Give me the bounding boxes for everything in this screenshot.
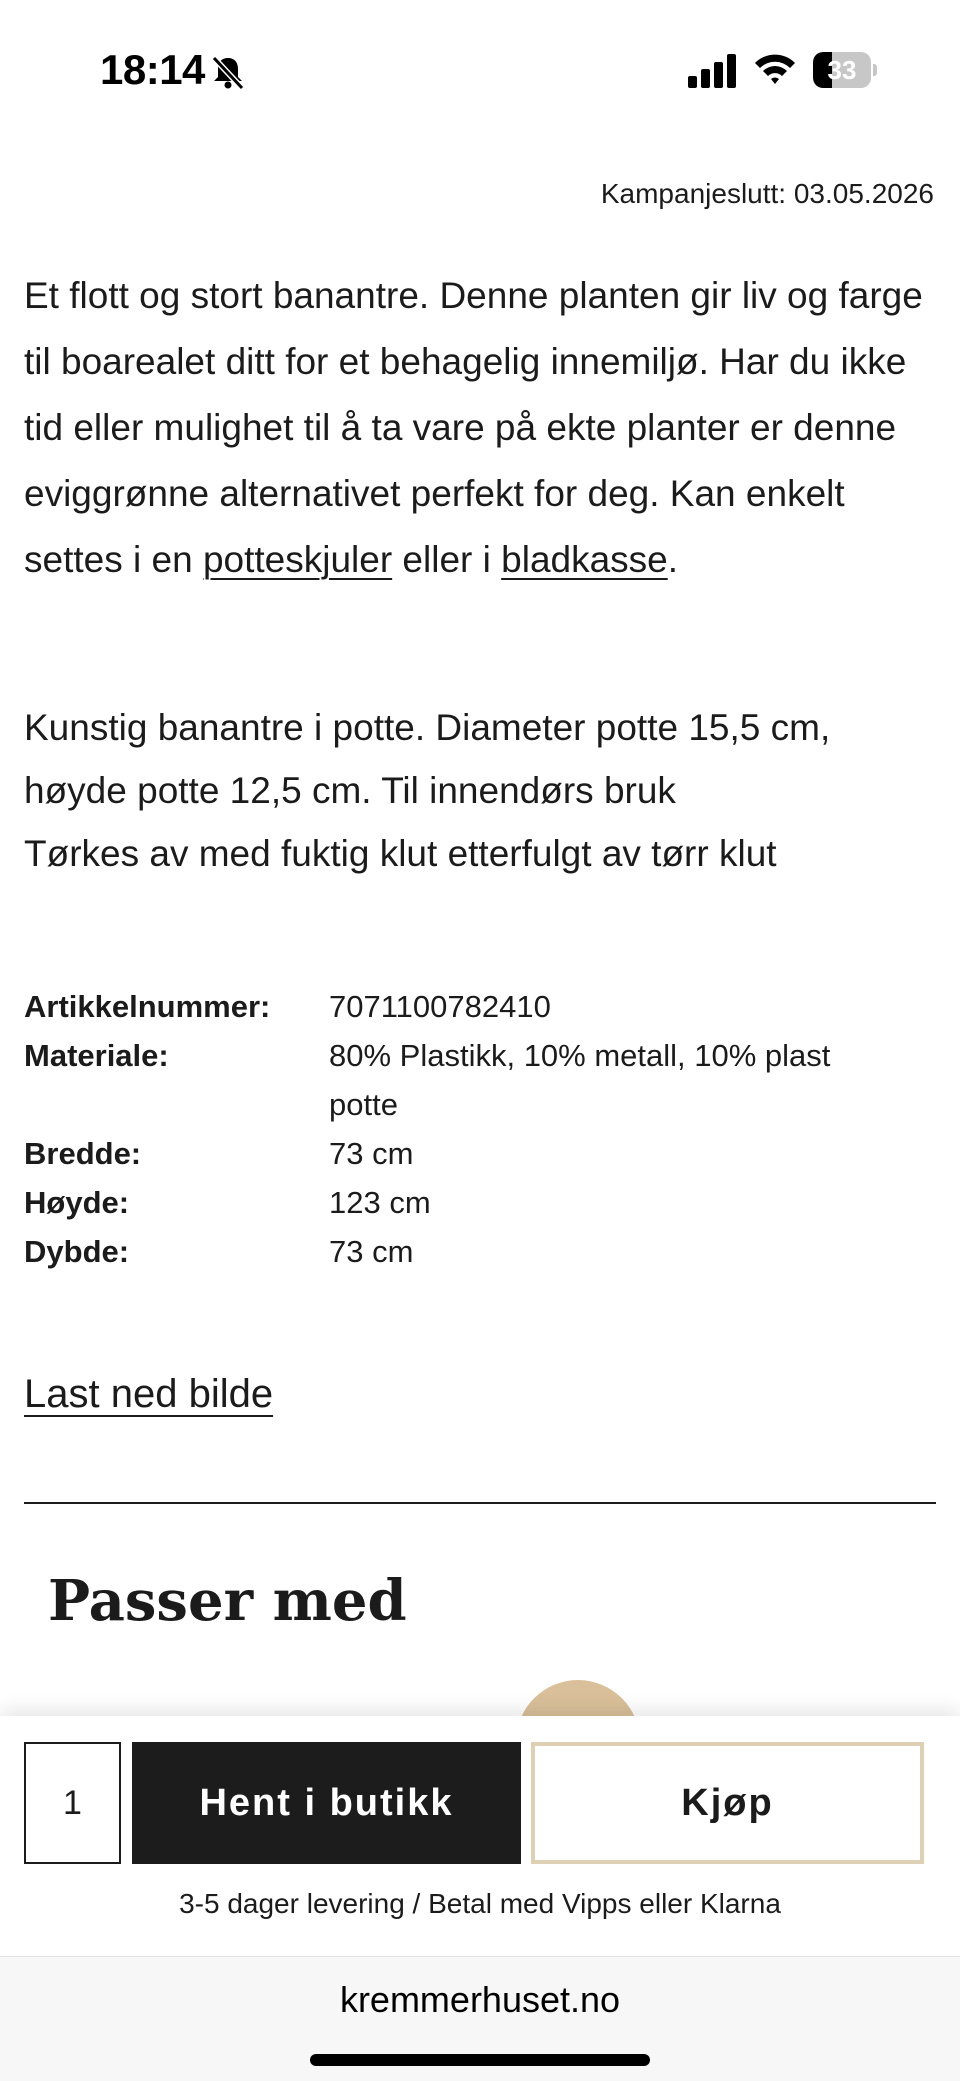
spec-row-height [24,1178,944,1227]
spec-label: Dybde: [24,1234,130,1269]
product-specs [24,982,944,1276]
product-description [24,263,944,593]
pickup-in-store-button[interactable]: Hent i butikk [132,1742,521,1864]
wifi-icon [752,50,798,88]
status-time: 18:14 [100,46,205,93]
quantity-input[interactable] [24,1742,121,1864]
delivery-info: 3-5 dager levering / Betal med Vipps eller Klarna [179,1888,781,1919]
status-bar [0,0,960,140]
bell-muted-icon [208,52,248,92]
bladkasse-link[interactable]: bladkasse [501,539,668,580]
section-divider [24,1502,936,1504]
spec-value: 80% Plastikk, 10% metall, 10% plast potte [329,1038,831,1122]
buy-bar [0,1716,960,1956]
spec-label: Bredde: [24,1136,142,1171]
buy-button[interactable]: Kjøp [531,1742,924,1864]
browser-address-bar [0,1956,960,2081]
spec-row-depth [24,1227,944,1276]
info-line: høyde potte 12,5 cm. Til innendørs bruk [24,770,676,811]
cellular-signal-icon [688,54,738,88]
info-line: Kunstig banantre i potte. Diameter potte 15,5 cm, [24,707,831,748]
spec-row-width [24,1129,944,1178]
battery-percent: 33 [827,55,857,85]
info-line: Tørkes av med fuktig klut etterfulgt av tørr klut [24,833,777,874]
related-products-title: Passer med [48,1568,407,1634]
spec-value: 7071100782410 [329,989,551,1024]
description-text-middle: eller i [392,539,502,580]
spec-value: 123 cm [329,1185,431,1220]
description-text-end: . [667,539,679,580]
spec-row-material [24,1031,944,1129]
spec-label: Materiale: [24,1038,169,1073]
campaign-end-date: Kampanjeslutt: 03.05.2026 [600,178,934,209]
spec-value: 73 cm [329,1234,414,1269]
browser-domain[interactable]: kremmerhuset.no [339,1979,621,2020]
download-image-link[interactable]: Last ned bilde [24,1372,274,1416]
potteskjuler-link[interactable]: potteskjuler [202,539,393,580]
spec-row-article-number [24,982,944,1031]
spec-label: Artikkelnummer: [24,989,271,1024]
description-text: Et flott og stort banantre. Denne planten gir liv og farge til boarealet ditt for et behagelig innemiljø. Har du ikke tid eller mulighet til å ta vare på ekte planter er denne eviggrønne alternativet perfekt for deg. Kan enkelt settes i en [24,275,923,580]
battery-indicator [813,52,877,88]
home-indicator[interactable] [310,2054,650,2066]
spec-value: 73 cm [329,1136,414,1171]
spec-label: Høyde: [24,1185,130,1220]
product-info [24,696,944,885]
